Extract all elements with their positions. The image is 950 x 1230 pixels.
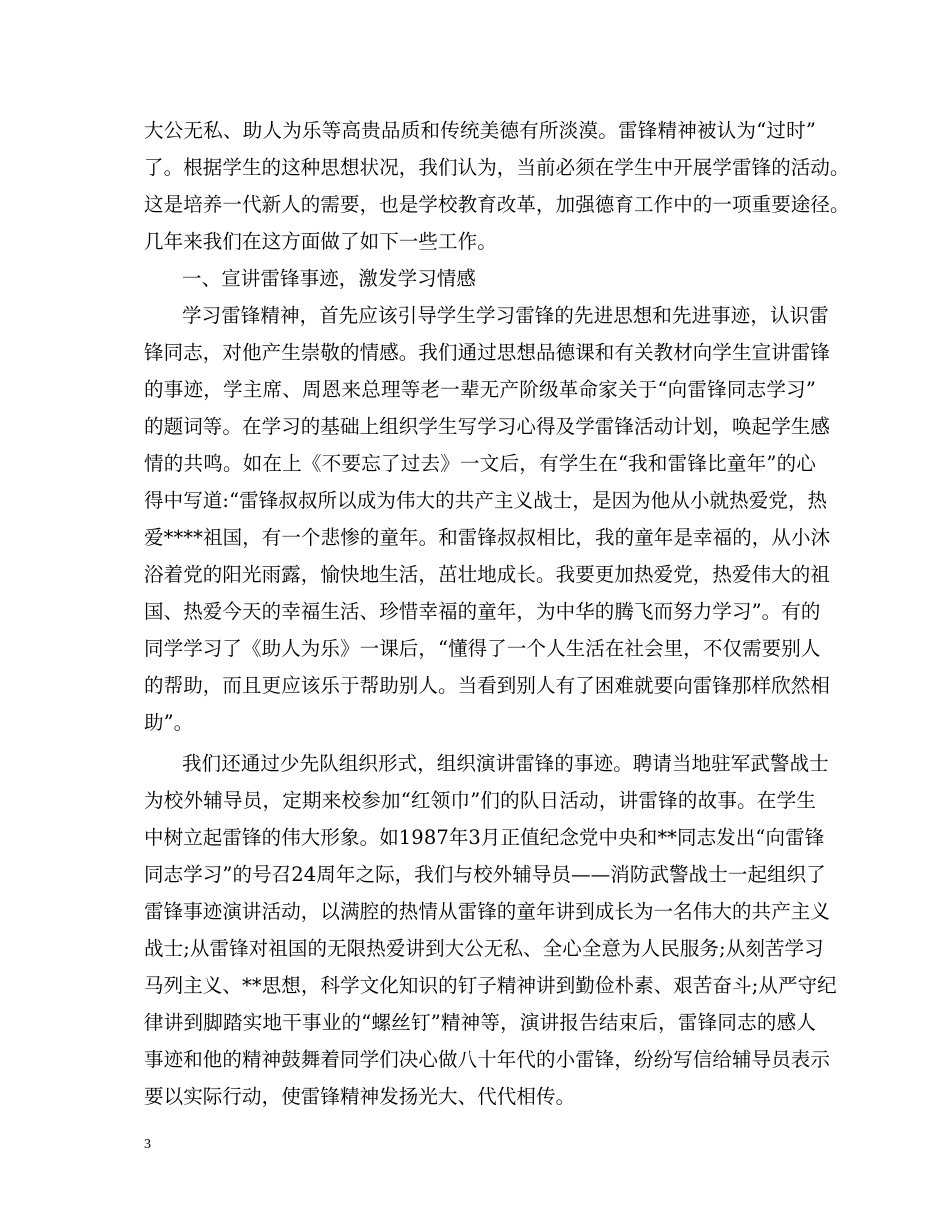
paragraph-line: 爱****祖国，有一个悲惨的童年。和雷锋叔叔相比，我的童年是幸福的，从小沐 xyxy=(144,526,831,549)
paragraph-line: 雷锋事迹演讲活动，以满腔的热情从雷锋的童年讲到成长为一名伟大的共产主义 xyxy=(144,900,831,923)
paragraph-line: 大公无私、助人为乐等高贵品质和传统美德有所淡漠。雷锋精神被认为“过时” xyxy=(144,119,816,142)
paragraph-line: 的题词等。在学习的基础上组织学生写学习心得及学雷锋活动计划，唤起学生感 xyxy=(144,415,831,438)
paragraph-line: 浴着党的阳光雨露，愉快地生活，茁壮地成长。我要更加热爱党，热爱伟大的祖 xyxy=(144,563,831,586)
paragraph-line: 战士;从雷锋对祖国的无限热爱讲到大公无私、全心全意为人民服务;从刻苦学习 xyxy=(144,937,824,960)
paragraph-line: 同志学习”的号召24周年之际，我们与校外辅导员——消防武警战士一起组织了 xyxy=(144,863,826,886)
section-heading: 一、宣讲雷锋事迹，激发学习情感 xyxy=(182,267,477,290)
paragraph-line: 学习雷锋精神，首先应该引导学生学习雷锋的先进思想和先进事迹，认识雷 xyxy=(182,304,829,327)
paragraph-line: 国、热爱今天的幸福生活、珍惜幸福的童年，为中华的腾飞而努力学习”。有的 xyxy=(144,600,821,623)
paragraph-line: 的帮助，而且更应该乐于帮助别人。当看到别人有了困难就要向雷锋那样欣然相 xyxy=(144,674,831,697)
paragraph-line: 的事迹，学主席、周恩来总理等老一辈无产阶级革命家关于“向雷锋同志学习” xyxy=(144,378,816,401)
paragraph-line: 得中写道:“雷锋叔叔所以成为伟大的共产主义战士，是因为他从小就热爱党，热 xyxy=(144,489,828,512)
paragraph-line: 为校外辅导员，定期来校参加“红领巾”们的队日活动，讲雷锋的故事。在学生 xyxy=(144,789,816,812)
paragraph-line: 锋同志，对他产生崇敬的情感。我们通过思想品德课和有关教材向学生宣讲雷锋 xyxy=(144,341,831,364)
paragraph-line: 几年来我们在这方面做了如下一些工作。 xyxy=(144,230,497,253)
page-number: 3 xyxy=(144,1137,151,1152)
paragraph-line: 事迹和他的精神鼓舞着同学们决心做八十年代的小雷锋，纷纷写信给辅导员表示 xyxy=(144,1048,831,1071)
paragraph-line: 律讲到脚踏实地干事业的“螺丝钉”精神等，演讲报告结束后，雷锋同志的感人 xyxy=(144,1011,816,1034)
paragraph-line: 马列主义、**思想，科学文化知识的钉子精神讲到勤俭朴素、艰苦奋斗;从严守纪 xyxy=(144,974,837,997)
paragraph-line: 要以实际行动，使雷锋精神发扬光大、代代相传。 xyxy=(144,1085,576,1108)
paragraph-line: 情的共鸣。如在上《不要忘了过去》一文后，有学生在“我和雷锋比童年”的心 xyxy=(144,452,816,475)
paragraph-line: 我们还通过少先队组织形式，组织演讲雷锋的事迹。聘请当地驻军武警战士 xyxy=(182,752,829,775)
paragraph-line: 助”。 xyxy=(144,711,194,734)
paragraph-line: 了。根据学生的这种思想状况，我们认为，当前必须在学生中开展学雷锋的活动。 xyxy=(144,156,850,179)
paragraph-line: 同学学习了《助人为乐》一课后，“懂得了一个人生活在社会里，不仅需要别人 xyxy=(144,637,821,660)
paragraph-line: 这是培养一代新人的需要，也是学校教育改革，加强德育工作中的一项重要途径。 xyxy=(144,193,850,216)
paragraph-line: 中树立起雷锋的伟大形象。如1987年3月正值纪念党中央和**同志发出“向雷锋 xyxy=(144,826,825,849)
